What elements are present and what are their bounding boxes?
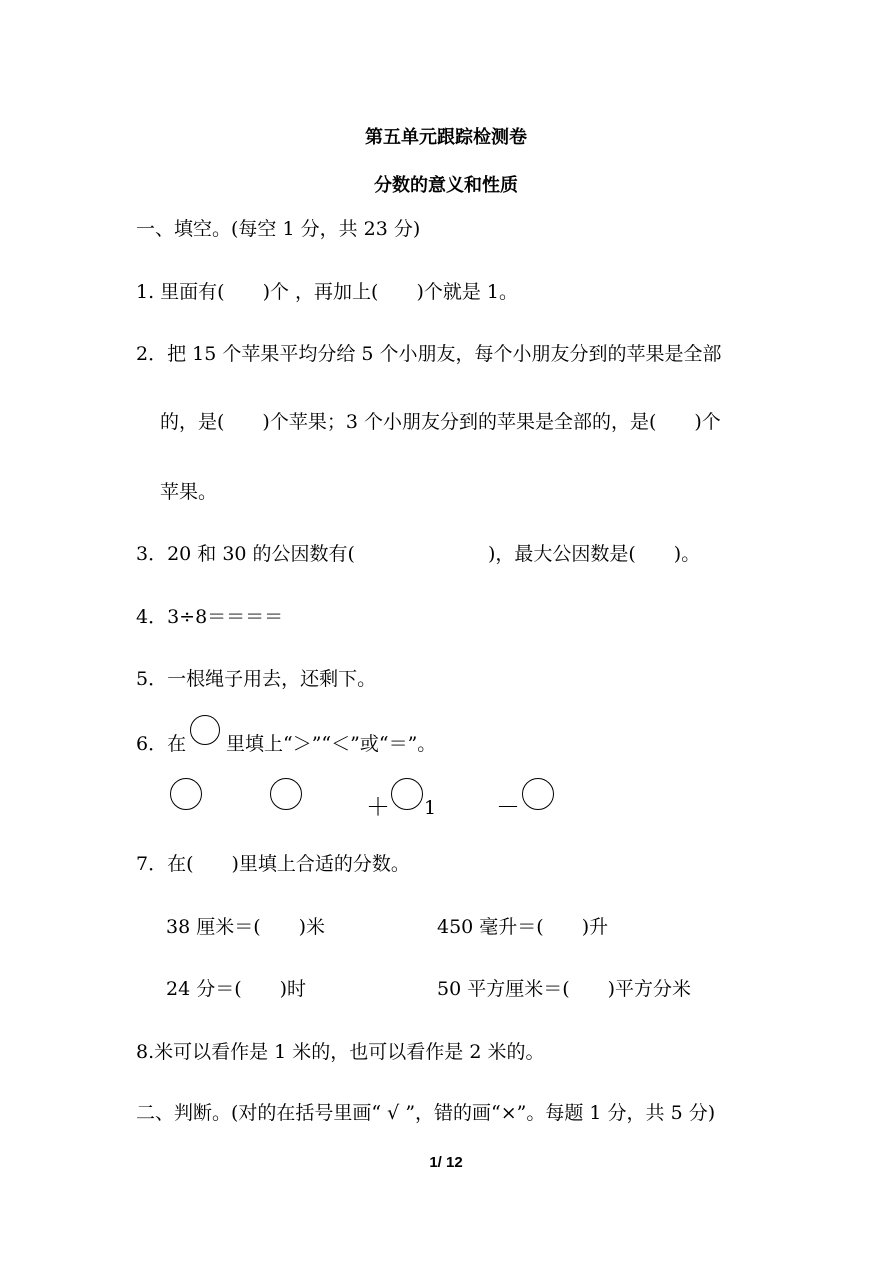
question-7-item-d: 50 平方厘米＝( )平方分米 — [437, 978, 692, 1000]
question-7-item-a: 38 厘米＝( )米 — [166, 916, 326, 938]
question-3: 3．20 和 30 的公因数有( )，最大公因数是( )。 — [136, 543, 701, 565]
comparison-circle-blank[interactable] — [270, 778, 302, 810]
comparison-circle-blank[interactable] — [391, 778, 423, 810]
question-8: 8.米可以看作是 1 米的，也可以看作是 2 米的。 — [136, 1041, 545, 1063]
question-2-line-1: 2．把 15 个苹果平均分给 5 个小朋友，每个小朋友分到的苹果是全部 — [136, 343, 722, 365]
minus-sign: － — [496, 793, 520, 821]
question-6-text-after: 里填上“＞”“＜”或“＝”。 — [226, 733, 437, 755]
page-title: 第五单元跟踪检测卷 — [365, 127, 527, 148]
question-7-item-c: 24 分＝( )时 — [166, 978, 307, 1000]
question-6-text-before: 6．在 — [136, 733, 187, 755]
question-7-item-b: 450 毫升＝( )升 — [437, 916, 609, 938]
page-number: 1/ 12 — [429, 1154, 463, 1171]
comparison-circle-blank[interactable] — [170, 778, 202, 810]
section-heading-judgement: 二、判断。(对的在括号里画“ √ ”，错的画“×”。每题 1 分，共 5 分) — [136, 1102, 716, 1124]
question-7: 7．在( )里填上合适的分数。 — [136, 853, 410, 875]
question-1: 1. 里面有( )个 ，再加上( )个就是 1。 — [136, 281, 518, 303]
question-2-line-2: 的，是( )个苹果；3 个小朋友分到的苹果是全部的，是( )个 — [160, 411, 721, 433]
question-4: 4．3÷8＝＝＝＝ — [136, 606, 284, 628]
comparison-circle-blank[interactable] — [522, 778, 554, 810]
question-2-line-3: 苹果。 — [160, 481, 218, 503]
comparison-circle-icon — [190, 715, 220, 745]
plus-sign: ＋ — [366, 793, 390, 821]
question-5: 5．一根绳子用去，还剩下。 — [136, 668, 377, 690]
number-one: 1 — [424, 797, 437, 819]
section-heading-fill-blanks: 一、填空。(每空 1 分，共 23 分) — [136, 218, 421, 240]
page-subtitle: 分数的意义和性质 — [374, 175, 518, 196]
